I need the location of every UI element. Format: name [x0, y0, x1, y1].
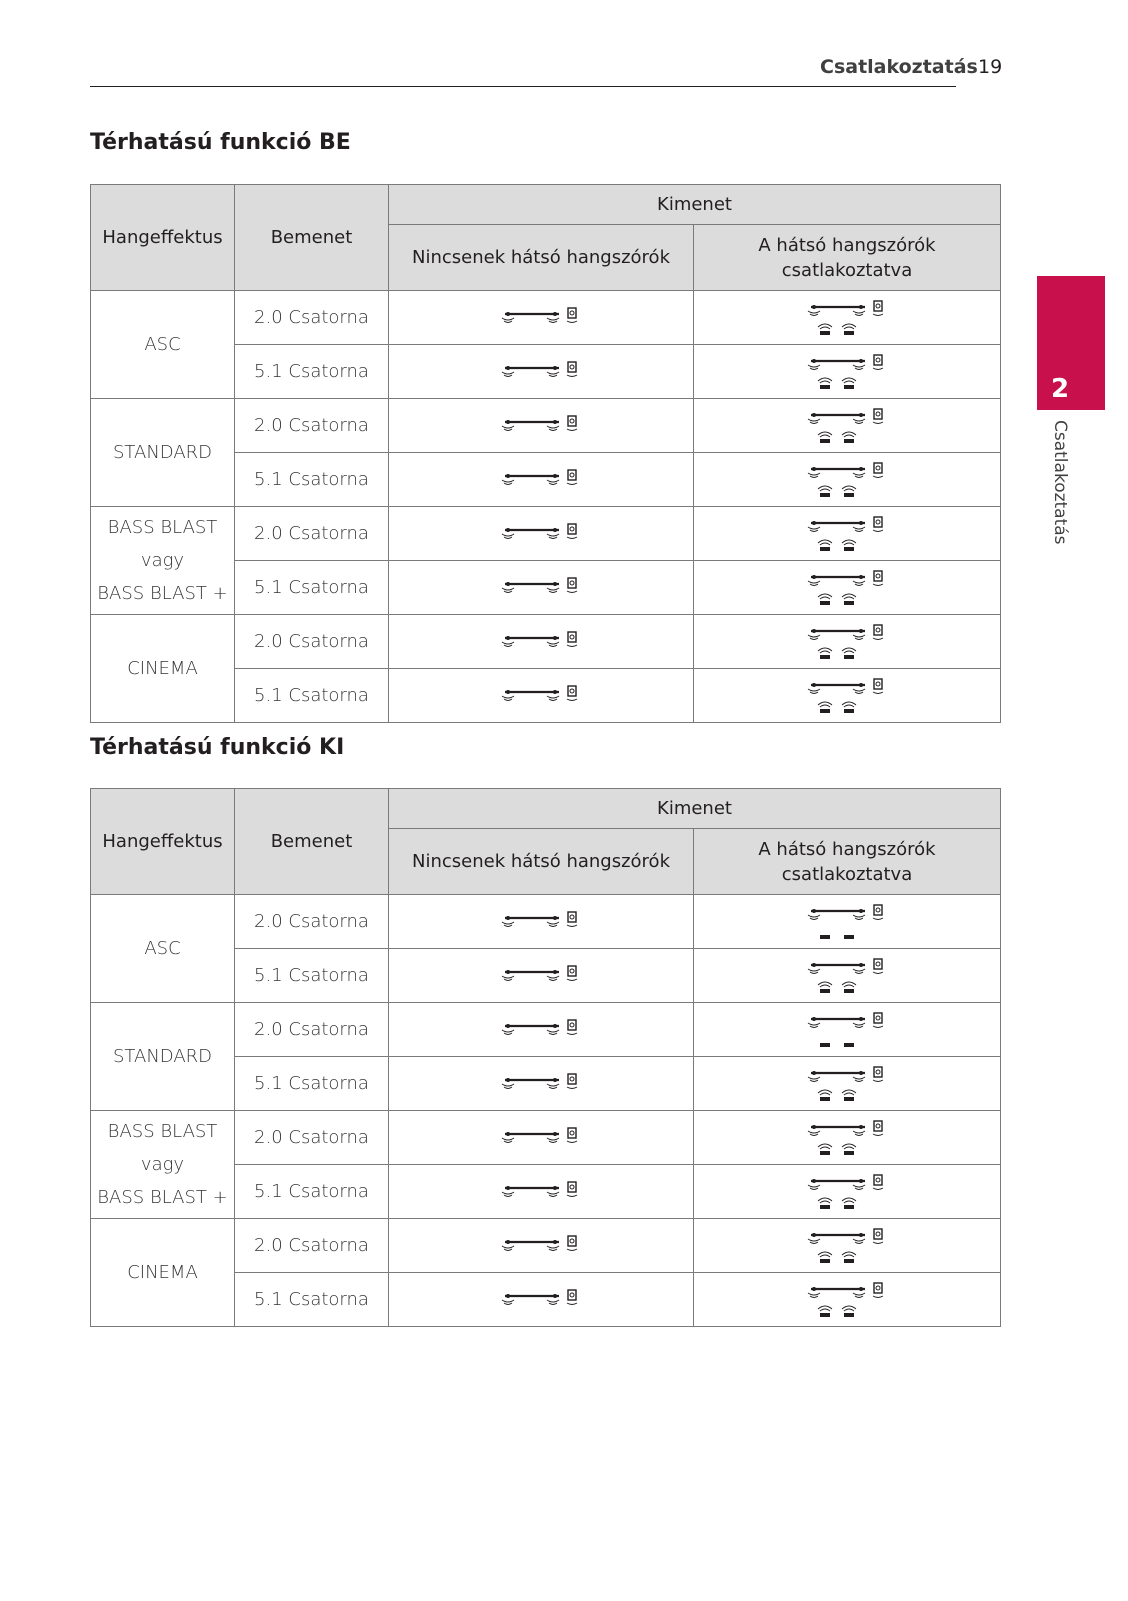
soundbar-icon	[499, 630, 583, 654]
column-header-effect: Hangeffektus	[91, 185, 235, 291]
input-cell: 5.1 Csatorna	[235, 949, 389, 1003]
output-rear-cell	[694, 1165, 1001, 1219]
header-section-title: Csatlakoztatás	[820, 56, 978, 78]
effect-label: STANDARD	[112, 442, 213, 463]
output-rear-cell	[694, 453, 1001, 507]
effect-label: BASS BLAST +	[97, 583, 228, 604]
soundbar-rear-speakers-icon	[805, 1119, 889, 1157]
soundbar-icon	[499, 964, 583, 988]
output-no-rear-cell	[389, 1057, 694, 1111]
soundbar-rear-speakers-icon	[805, 407, 889, 445]
soundbar-icon	[499, 684, 583, 708]
effect-label: BASS BLAST	[107, 1121, 218, 1142]
output-rear-cell	[694, 669, 1001, 723]
input-cell: 2.0 Csatorna	[235, 1003, 389, 1057]
output-no-rear-cell	[389, 1165, 694, 1219]
soundbar-icon	[499, 522, 583, 546]
table-row	[91, 507, 1001, 561]
column-header-input: Bemenet	[235, 185, 389, 291]
output-no-rear-cell	[389, 1003, 694, 1057]
effect-cell	[91, 399, 235, 507]
soundbar-rear-speakers-icon	[805, 461, 889, 499]
output-no-rear-cell	[389, 1219, 694, 1273]
effect-cell	[91, 507, 235, 615]
effect-cell	[91, 1219, 235, 1327]
input-cell: 5.1 Csatorna	[235, 1165, 389, 1219]
soundbar-rear-speakers-icon	[805, 1281, 889, 1319]
input-cell: 5.1 Csatorna	[235, 561, 389, 615]
effect-cell	[91, 291, 235, 399]
effect-cell	[91, 1111, 235, 1219]
effect-label: vagy	[140, 1154, 185, 1175]
output-rear-cell	[694, 1057, 1001, 1111]
column-header-output: Kimenet	[389, 789, 1001, 829]
table-row	[91, 291, 1001, 345]
input-cell: 2.0 Csatorna	[235, 1219, 389, 1273]
output-no-rear-cell	[389, 561, 694, 615]
soundbar-rear-speakers-icon	[805, 569, 889, 607]
soundbar-rear-speakers-icon	[805, 677, 889, 715]
soundbar-icon	[499, 1288, 583, 1312]
effect-cell	[91, 1003, 235, 1111]
output-no-rear-cell	[389, 615, 694, 669]
soundbar-rear-speakers-icon	[805, 1227, 889, 1265]
soundbar-icon	[499, 1234, 583, 1258]
output-rear-cell	[694, 1219, 1001, 1273]
effect-cell	[91, 895, 235, 1003]
output-rear-cell	[694, 615, 1001, 669]
column-header-no-rear: Nincsenek hátsó hangszórók	[389, 225, 694, 291]
table-row	[91, 1111, 1001, 1165]
input-cell: 2.0 Csatorna	[235, 507, 389, 561]
input-cell: 5.1 Csatorna	[235, 453, 389, 507]
input-cell: 2.0 Csatorna	[235, 895, 389, 949]
chapter-number: 2	[1050, 374, 1070, 404]
column-header-rear: A hátsó hangszórók csatlakoztatva	[758, 234, 936, 281]
output-rear-cell	[694, 507, 1001, 561]
speaker-output-table	[90, 184, 1001, 723]
column-header-input: Bemenet	[235, 789, 389, 895]
output-rear-cell	[694, 345, 1001, 399]
soundbar-icon	[499, 414, 583, 438]
effect-label: vagy	[140, 550, 185, 571]
soundbar-icon	[499, 910, 583, 934]
output-no-rear-cell	[389, 291, 694, 345]
output-no-rear-cell	[389, 345, 694, 399]
column-header-output: Kimenet	[389, 185, 1001, 225]
output-rear-cell	[694, 1273, 1001, 1327]
soundbar-rear-speakers-icon	[805, 1065, 889, 1103]
column-header-no-rear: Nincsenek hátsó hangszórók	[389, 829, 694, 895]
effect-label: CINEMA	[127, 658, 198, 679]
soundbar-rear-speakers-icon	[805, 1011, 889, 1049]
output-no-rear-cell	[389, 895, 694, 949]
column-header-effect: Hangeffektus	[91, 789, 235, 895]
output-rear-cell	[694, 291, 1001, 345]
output-rear-cell	[694, 1111, 1001, 1165]
table-row	[91, 1219, 1001, 1273]
output-no-rear-cell	[389, 399, 694, 453]
output-rear-cell	[694, 895, 1001, 949]
input-cell: 5.1 Csatorna	[235, 345, 389, 399]
soundbar-rear-speakers-icon	[805, 515, 889, 553]
output-no-rear-cell	[389, 1273, 694, 1327]
input-cell: 5.1 Csatorna	[235, 669, 389, 723]
soundbar-icon	[499, 1072, 583, 1096]
input-cell: 2.0 Csatorna	[235, 615, 389, 669]
soundbar-icon	[499, 576, 583, 600]
soundbar-rear-speakers-icon	[805, 903, 889, 941]
effect-label: BASS BLAST +	[97, 1187, 228, 1208]
output-rear-cell	[694, 561, 1001, 615]
soundbar-icon	[499, 360, 583, 384]
effect-label: BASS BLAST	[107, 517, 218, 538]
input-cell: 5.1 Csatorna	[235, 1057, 389, 1111]
soundbar-icon	[499, 468, 583, 492]
effect-cell	[91, 615, 235, 723]
effect-label: CINEMA	[127, 1262, 198, 1283]
header-divider	[90, 86, 956, 87]
input-cell: 5.1 Csatorna	[235, 1273, 389, 1327]
input-cell: 2.0 Csatorna	[235, 1111, 389, 1165]
output-no-rear-cell	[389, 453, 694, 507]
soundbar-rear-speakers-icon	[805, 1173, 889, 1211]
input-cell: 2.0 Csatorna	[235, 291, 389, 345]
speaker-output-table	[90, 788, 1001, 1327]
table-row	[91, 895, 1001, 949]
soundbar-rear-speakers-icon	[805, 623, 889, 661]
table-row	[91, 1003, 1001, 1057]
effect-label: ASC	[144, 938, 181, 959]
page-number: 19	[978, 56, 1003, 78]
chapter-label: Csatlakoztatás	[1050, 420, 1070, 545]
soundbar-icon	[499, 1018, 583, 1042]
effect-label: ASC	[144, 334, 181, 355]
table-row	[91, 399, 1001, 453]
input-cell: 2.0 Csatorna	[235, 399, 389, 453]
soundbar-icon	[499, 1126, 583, 1150]
output-no-rear-cell	[389, 949, 694, 1003]
column-header-rear: A hátsó hangszórók csatlakoztatva	[758, 838, 936, 885]
output-rear-cell	[694, 949, 1001, 1003]
output-no-rear-cell	[389, 1111, 694, 1165]
soundbar-icon	[499, 1180, 583, 1204]
soundbar-rear-speakers-icon	[805, 957, 889, 995]
soundbar-rear-speakers-icon	[805, 353, 889, 391]
section-title-surround-on: Térhatású funkció BE	[90, 130, 351, 155]
soundbar-rear-speakers-icon	[805, 299, 889, 337]
soundbar-icon	[499, 306, 583, 330]
effect-label: STANDARD	[112, 1046, 213, 1067]
section-title-surround-off: Térhatású funkció KI	[90, 735, 345, 760]
table-row	[91, 615, 1001, 669]
output-rear-cell	[694, 399, 1001, 453]
output-no-rear-cell	[389, 507, 694, 561]
output-no-rear-cell	[389, 669, 694, 723]
output-rear-cell	[694, 1003, 1001, 1057]
